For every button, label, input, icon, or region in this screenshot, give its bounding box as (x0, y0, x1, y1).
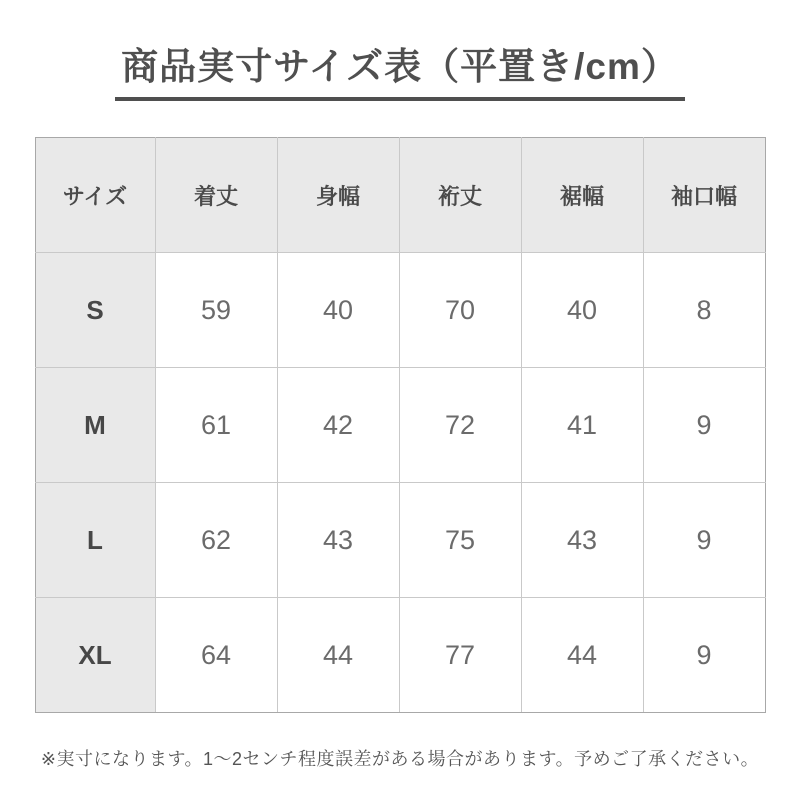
value-cell: 9 (643, 598, 765, 713)
table-row-l (35, 483, 765, 598)
table-row-s (35, 253, 765, 368)
value-cell: 77 (399, 598, 521, 713)
table-row-m (35, 368, 765, 483)
value-cell: 72 (399, 368, 521, 483)
value-cell: 40 (277, 253, 399, 368)
value-cell: 59 (155, 253, 277, 368)
value-cell: 9 (643, 368, 765, 483)
value-cell: 61 (155, 368, 277, 483)
header-cell-size: サイズ (35, 138, 155, 253)
header-cell-body-width: 身幅 (277, 138, 399, 253)
value-cell: 64 (155, 598, 277, 713)
value-cell: 8 (643, 253, 765, 368)
size-cell: L (35, 483, 155, 598)
table-header-row (35, 138, 765, 253)
size-cell: XL (35, 598, 155, 713)
size-table (35, 137, 766, 713)
value-cell: 44 (277, 598, 399, 713)
table-row-xl (35, 598, 765, 713)
measurement-disclaimer-note: ※実寸になります。1〜2センチ程度誤差がある場合があります。予めご了承ください。 (40, 749, 760, 770)
value-cell: 43 (277, 483, 399, 598)
value-cell: 44 (521, 598, 643, 713)
value-cell: 42 (277, 368, 399, 483)
value-cell: 40 (521, 253, 643, 368)
size-cell: M (35, 368, 155, 483)
title-section (0, 0, 800, 101)
value-cell: 43 (521, 483, 643, 598)
header-cell-cuff-width: 袖口幅 (643, 138, 765, 253)
header-cell-body-length: 着丈 (155, 138, 277, 253)
value-cell: 9 (643, 483, 765, 598)
page-title: 商品実寸サイズ表（平置き/cm） (115, 44, 685, 101)
size-cell: S (35, 253, 155, 368)
value-cell: 75 (399, 483, 521, 598)
header-cell-sleeve-length: 裄丈 (399, 138, 521, 253)
header-cell-hem-width: 裾幅 (521, 138, 643, 253)
value-cell: 70 (399, 253, 521, 368)
value-cell: 41 (521, 368, 643, 483)
value-cell: 62 (155, 483, 277, 598)
